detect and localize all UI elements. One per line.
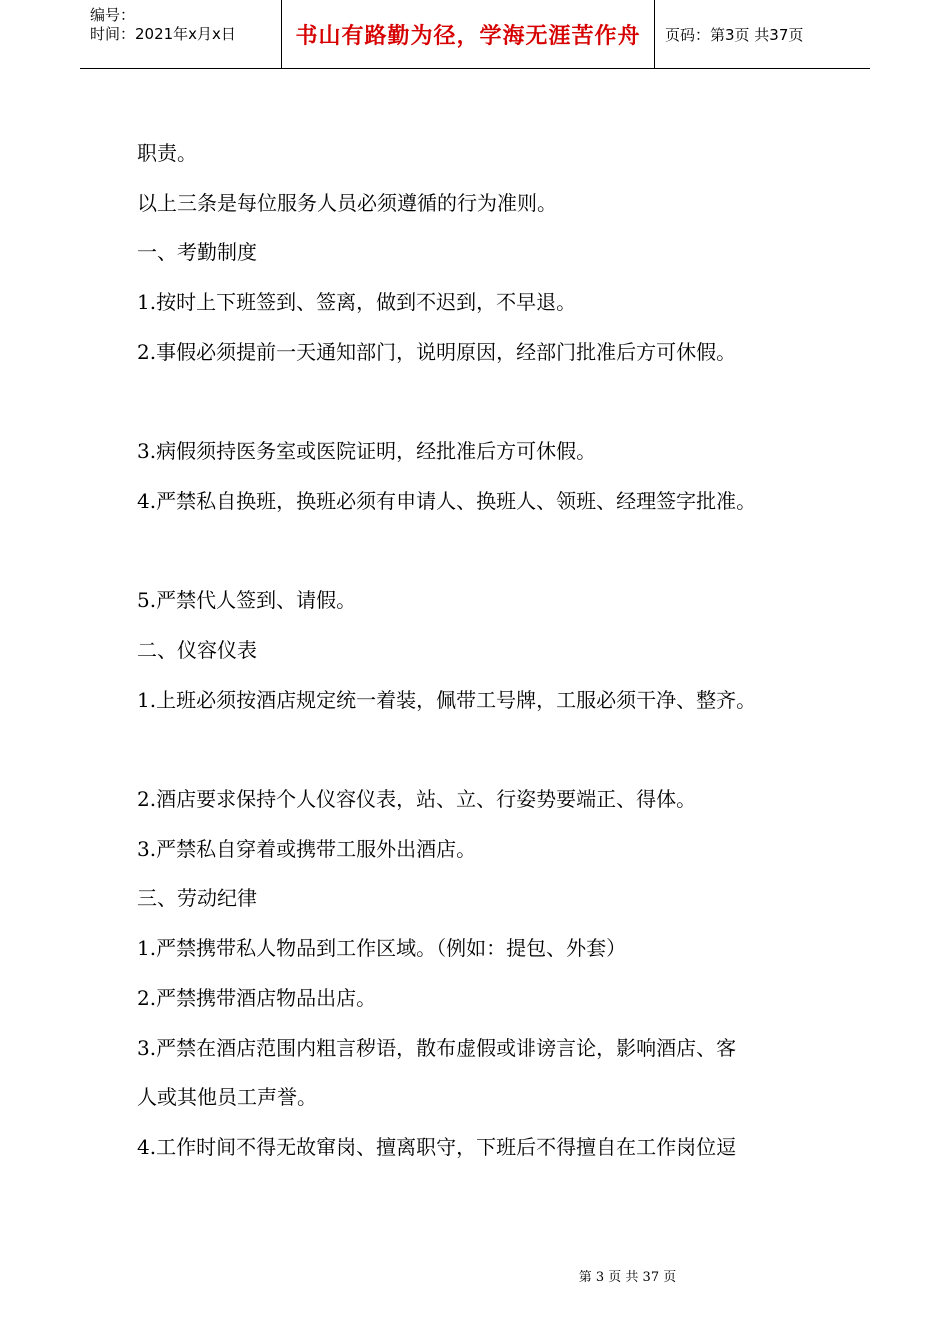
body-line: 人或其他员工声誉。 <box>137 1085 317 1109</box>
body-line: 2.严禁携带酒店物品出店。 <box>137 986 377 1010</box>
header-motto: 书山有路勤为径，学海无涯苦作舟 <box>281 0 655 68</box>
header-page-info: 页码：第3页 共37页 <box>665 25 804 44</box>
body-line: 2.酒店要求保持个人仪容仪表，站、立、行姿势要端正、得体。 <box>137 787 697 811</box>
section-heading: 一、考勤制度 <box>137 240 257 264</box>
header-meta <box>80 0 281 68</box>
body-line: 4.严禁私自换班，换班必须有申请人、换班人、领班、经理签字批准。 <box>137 489 757 513</box>
body-line: 1.按时上下班签到、签离，做到不迟到，不早退。 <box>137 290 577 314</box>
page-footer: 第 3 页 共 37 页 <box>578 1270 677 1285</box>
body-line: 3.严禁私自穿着或携带工服外出酒店。 <box>137 837 477 861</box>
body-line: 5.严禁代人签到、请假。 <box>137 588 357 612</box>
document-time: 时间：2021年x月x日 <box>90 25 236 43</box>
body-line: 职责。 <box>137 141 197 165</box>
section-heading: 三、劳动纪律 <box>137 886 257 910</box>
document-number: 编号： <box>90 6 136 24</box>
body-line: 2.事假必须提前一天通知部门，说明原因，经部门批准后方可休假。 <box>137 340 737 364</box>
section-heading: 二、仪容仪表 <box>137 638 257 662</box>
body-line: 3.严禁在酒店范围内粗言秽语，散布虚假或诽谤言论，影响酒店、客 <box>137 1036 737 1060</box>
body-line: 以上三条是每位服务人员必须遵循的行为准则。 <box>137 191 557 215</box>
body-line: 3.病假须持医务室或医院证明，经批准后方可休假。 <box>137 439 597 463</box>
page-header <box>80 0 870 69</box>
body-line: 4.工作时间不得无故窜岗、擅离职守，下班后不得擅自在工作岗位逗 <box>137 1135 737 1159</box>
body-line: 1.严禁携带私人物品到工作区域。（例如：提包、外套） <box>137 936 627 960</box>
body-line: 1.上班必须按酒店规定统一着装，佩带工号牌，工服必须干净、整齐。 <box>137 688 757 712</box>
